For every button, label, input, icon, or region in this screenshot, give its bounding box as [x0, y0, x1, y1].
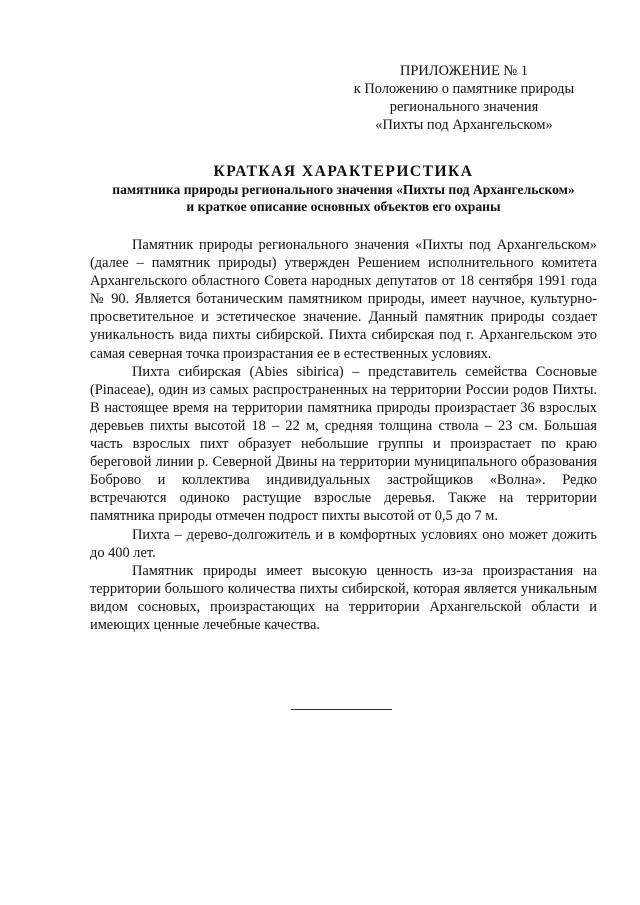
document-body — [90, 236, 597, 634]
appendix-reference-line-1: к Положению о памятнике природы — [353, 81, 575, 97]
document-heading — [90, 162, 597, 215]
paragraph-value: Памятник природы имеет высокую ценность из-за произрастания на территории большого количества пихты сибирской, которая является уникальным видом сосновых, произрастающих на территории Архангельской области и имеющих ценные лечебные качества. — [90, 562, 597, 633]
document-title: КРАТКАЯ ХАРАКТЕРИСТИКА — [213, 163, 474, 180]
closing-divider — [291, 709, 392, 710]
appendix-reference-line-3: «Пихты под Архангельском» — [375, 117, 553, 133]
paragraph-longevity: Пихта – дерево-долгожитель и в комфортных условиях оно может дожить до 400 лет. — [90, 526, 597, 561]
document-subtitle-line-1: памятника природы регионального значения «Пихты под Архангельском» — [112, 182, 575, 197]
appendix-header — [334, 62, 594, 134]
appendix-reference-line-2: регионального значения — [389, 99, 539, 115]
appendix-number: ПРИЛОЖЕНИЕ № 1 — [400, 63, 528, 79]
paragraph-overview: Памятник природы регионального значения «Пихты под Архангельском» (далее – памятник природы) утвержден Решением исполнительного комитета Архангельского областного Совета народных депутатов от 18 сентября 1991 года № 90. Является ботаническим памятником природы, имеет научное, культурно-просветительное и эстетическое значение. Данный памятник природы создает уникальность вида пихты сибирской. Пихта сибирская под г. Архангельском это самая северная точка произрастания ее в естественных условиях. — [90, 237, 597, 362]
document-subtitle-line-2: и краткое описание основных объектов его охраны — [186, 199, 501, 214]
paragraph-species-description: Пихта сибирская (Abies sibirica) – представитель семейства Сосновые (Pinaceae), один из самых распространенных на территории России родов Пихты. В настоящее время на территории памятника природы произрастает 36 взрослых деревьев пихты высотой 18 – 22 м, средняя толщина ствола – 23 см. Большая часть взрослых пихт образует небольшие группы и произрастает по краю береговой линии р. Северной Двины на территории муниципального образования Боброво и коллектива индивидуальных застройщиков «Волна». Редко встречаются одиноко растущие взрослые деревья. Также на территории памятника природы отмечен подрост пихты высотой от 0,5 до 7 м. — [90, 363, 597, 525]
